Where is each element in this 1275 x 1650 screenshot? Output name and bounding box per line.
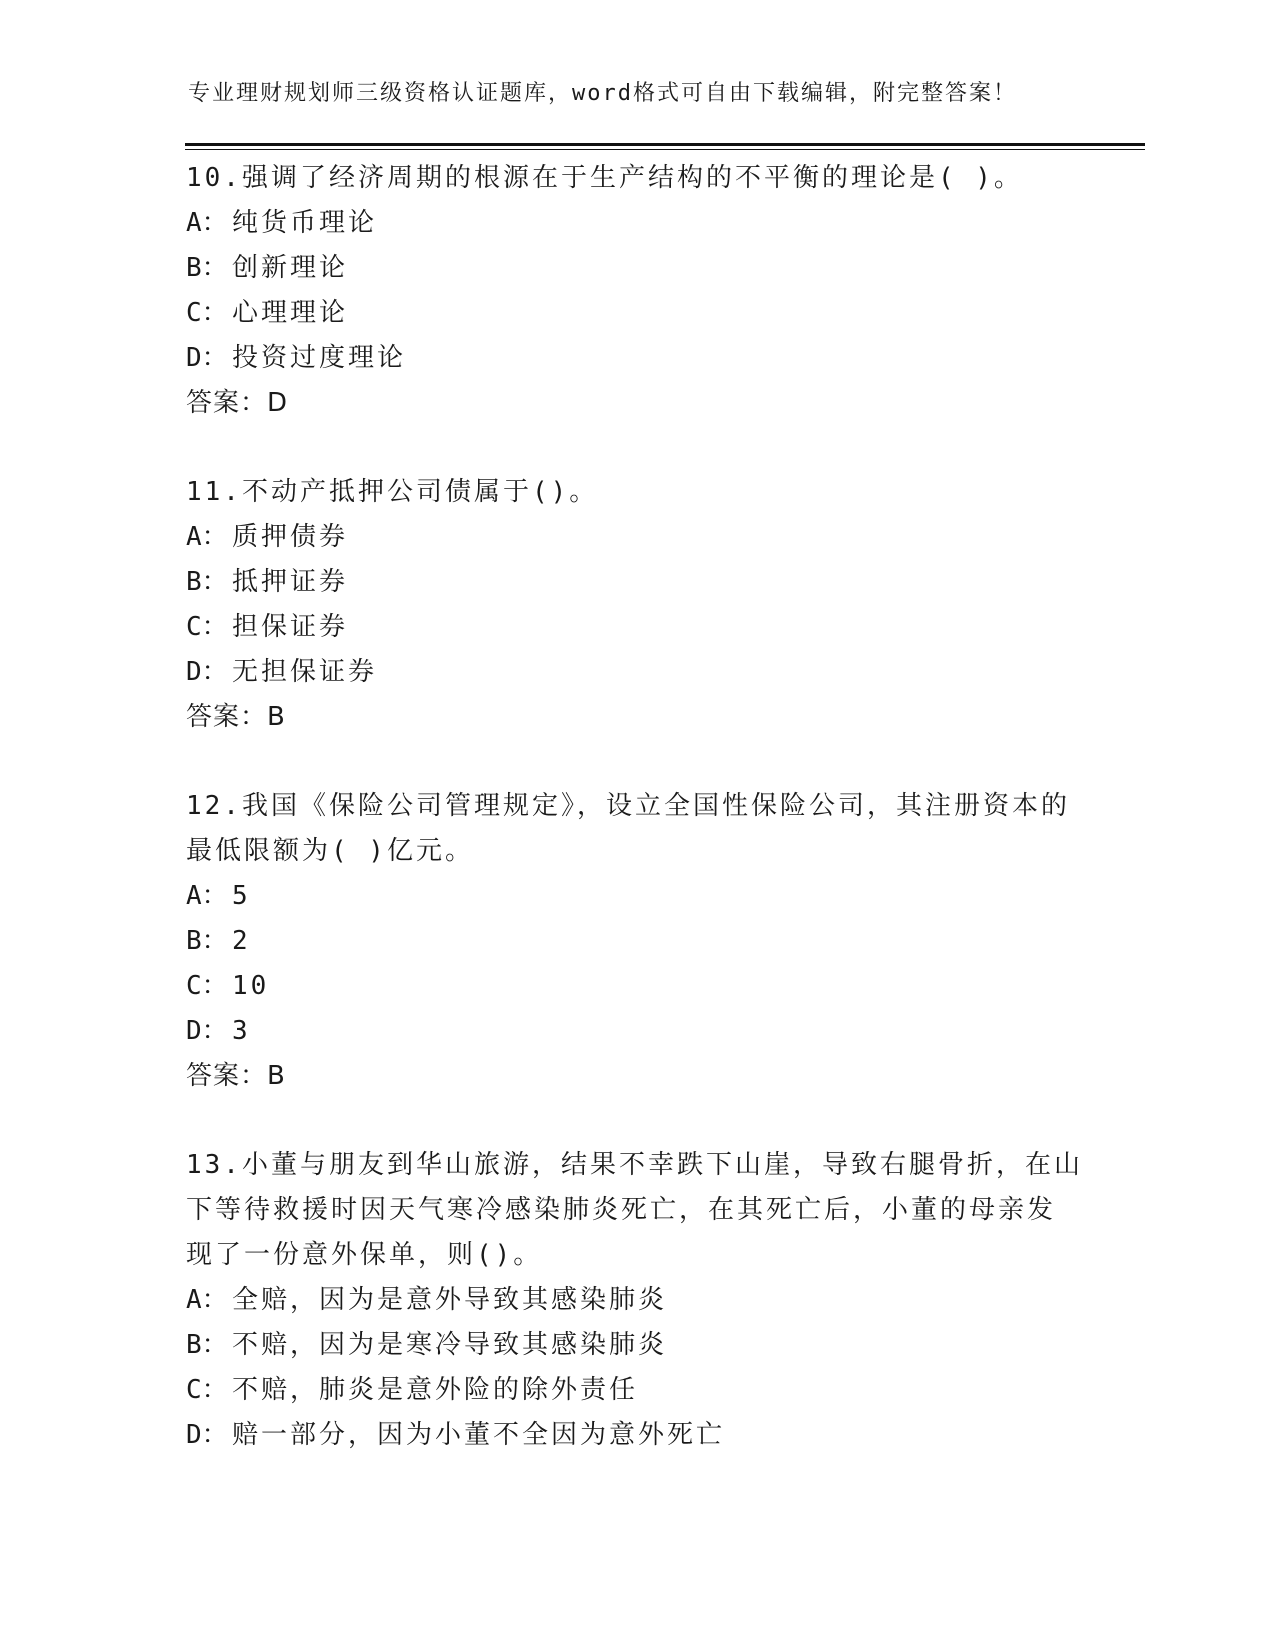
option-text: 不赔，因为是寒冷导致其感染肺炎 bbox=[232, 1330, 668, 1360]
header-divider-thick bbox=[185, 143, 1145, 146]
option-letter: D： bbox=[186, 1420, 228, 1450]
option-letter: C： bbox=[186, 971, 228, 1001]
question-13 bbox=[186, 1143, 1086, 1458]
question-stem-line-1: 13.小董与朋友到华山旅游，结果不幸跌下山崖，导致右腿骨折，在山 bbox=[186, 1150, 1083, 1180]
header-divider-thin bbox=[185, 149, 1145, 150]
option-b bbox=[186, 919, 1086, 964]
option-text: 10 bbox=[232, 971, 270, 1001]
question-stem: 11.不动产抵押公司债属于()。 bbox=[186, 477, 599, 507]
option-d bbox=[186, 650, 1086, 695]
option-text: 不赔，肺炎是意外险的除外责任 bbox=[232, 1375, 639, 1405]
option-letter: B： bbox=[186, 567, 228, 597]
question-11 bbox=[186, 470, 1086, 740]
option-text: 3 bbox=[232, 1016, 251, 1046]
option-text: 担保证券 bbox=[232, 612, 349, 642]
question-stem-line-2: 下等待救援时因天气寒冷感染肺炎死亡，在其死亡后，小董的母亲发 bbox=[186, 1195, 1057, 1225]
option-letter: A： bbox=[186, 208, 228, 238]
option-b bbox=[186, 246, 1086, 291]
option-text: 全赔，因为是意外导致其感染肺炎 bbox=[232, 1285, 668, 1315]
option-text: 抵押证券 bbox=[232, 567, 349, 597]
option-text: 赔一部分，因为小董不全因为意外死亡 bbox=[232, 1420, 726, 1450]
option-text: 心理理论 bbox=[232, 298, 349, 328]
option-text: 质押债券 bbox=[232, 522, 349, 552]
question-12 bbox=[186, 784, 1086, 1099]
option-a bbox=[186, 515, 1086, 560]
option-letter: C： bbox=[186, 298, 228, 328]
option-a bbox=[186, 874, 1086, 919]
answer-line: 答案：B bbox=[186, 702, 286, 732]
option-text: 投资过度理论 bbox=[232, 343, 407, 373]
option-text: 5 bbox=[232, 881, 251, 911]
option-letter: B： bbox=[186, 926, 228, 956]
option-a bbox=[186, 1278, 1086, 1323]
option-a bbox=[186, 201, 1086, 246]
option-letter: B： bbox=[186, 253, 228, 283]
option-letter: C： bbox=[186, 1375, 228, 1405]
option-d bbox=[186, 1413, 1086, 1458]
option-letter: D： bbox=[186, 343, 228, 373]
option-text: 2 bbox=[232, 926, 251, 956]
option-c bbox=[186, 605, 1086, 650]
answer-line: 答案：D bbox=[186, 388, 289, 418]
option-b bbox=[186, 1323, 1086, 1368]
option-b bbox=[186, 560, 1086, 605]
option-d bbox=[186, 336, 1086, 381]
question-stem: 10.强调了经济周期的根源在于生产结构的不平衡的理论是( )。 bbox=[186, 163, 1023, 193]
option-d bbox=[186, 1009, 1086, 1054]
answer-line: 答案：B bbox=[186, 1061, 286, 1091]
question-stem-line-2: 最低限额为( )亿元。 bbox=[186, 836, 474, 866]
question-stem-line-3: 现了一份意外保单，则()。 bbox=[186, 1240, 543, 1270]
option-letter: C： bbox=[186, 612, 228, 642]
option-c bbox=[186, 291, 1086, 336]
question-stem-line-1: 12.我国《保险公司管理规定》，设立全国性保险公司，其注册资本的 bbox=[186, 791, 1070, 821]
question-list bbox=[186, 156, 1086, 1502]
option-letter: A： bbox=[186, 522, 228, 552]
option-letter: A： bbox=[186, 1285, 228, 1315]
option-letter: D： bbox=[186, 1016, 228, 1046]
option-text: 无担保证券 bbox=[232, 657, 378, 687]
option-letter: D： bbox=[186, 657, 228, 687]
option-text: 纯货币理论 bbox=[232, 208, 378, 238]
option-letter: B： bbox=[186, 1330, 228, 1360]
option-text: 创新理论 bbox=[232, 253, 349, 283]
option-c bbox=[186, 1368, 1086, 1413]
question-10 bbox=[186, 156, 1086, 426]
option-letter: A： bbox=[186, 881, 228, 911]
page-header: 专业理财规划师三级资格认证题库，word格式可自由下载编辑，附完整答案！ bbox=[188, 81, 1017, 106]
option-c bbox=[186, 964, 1086, 1009]
